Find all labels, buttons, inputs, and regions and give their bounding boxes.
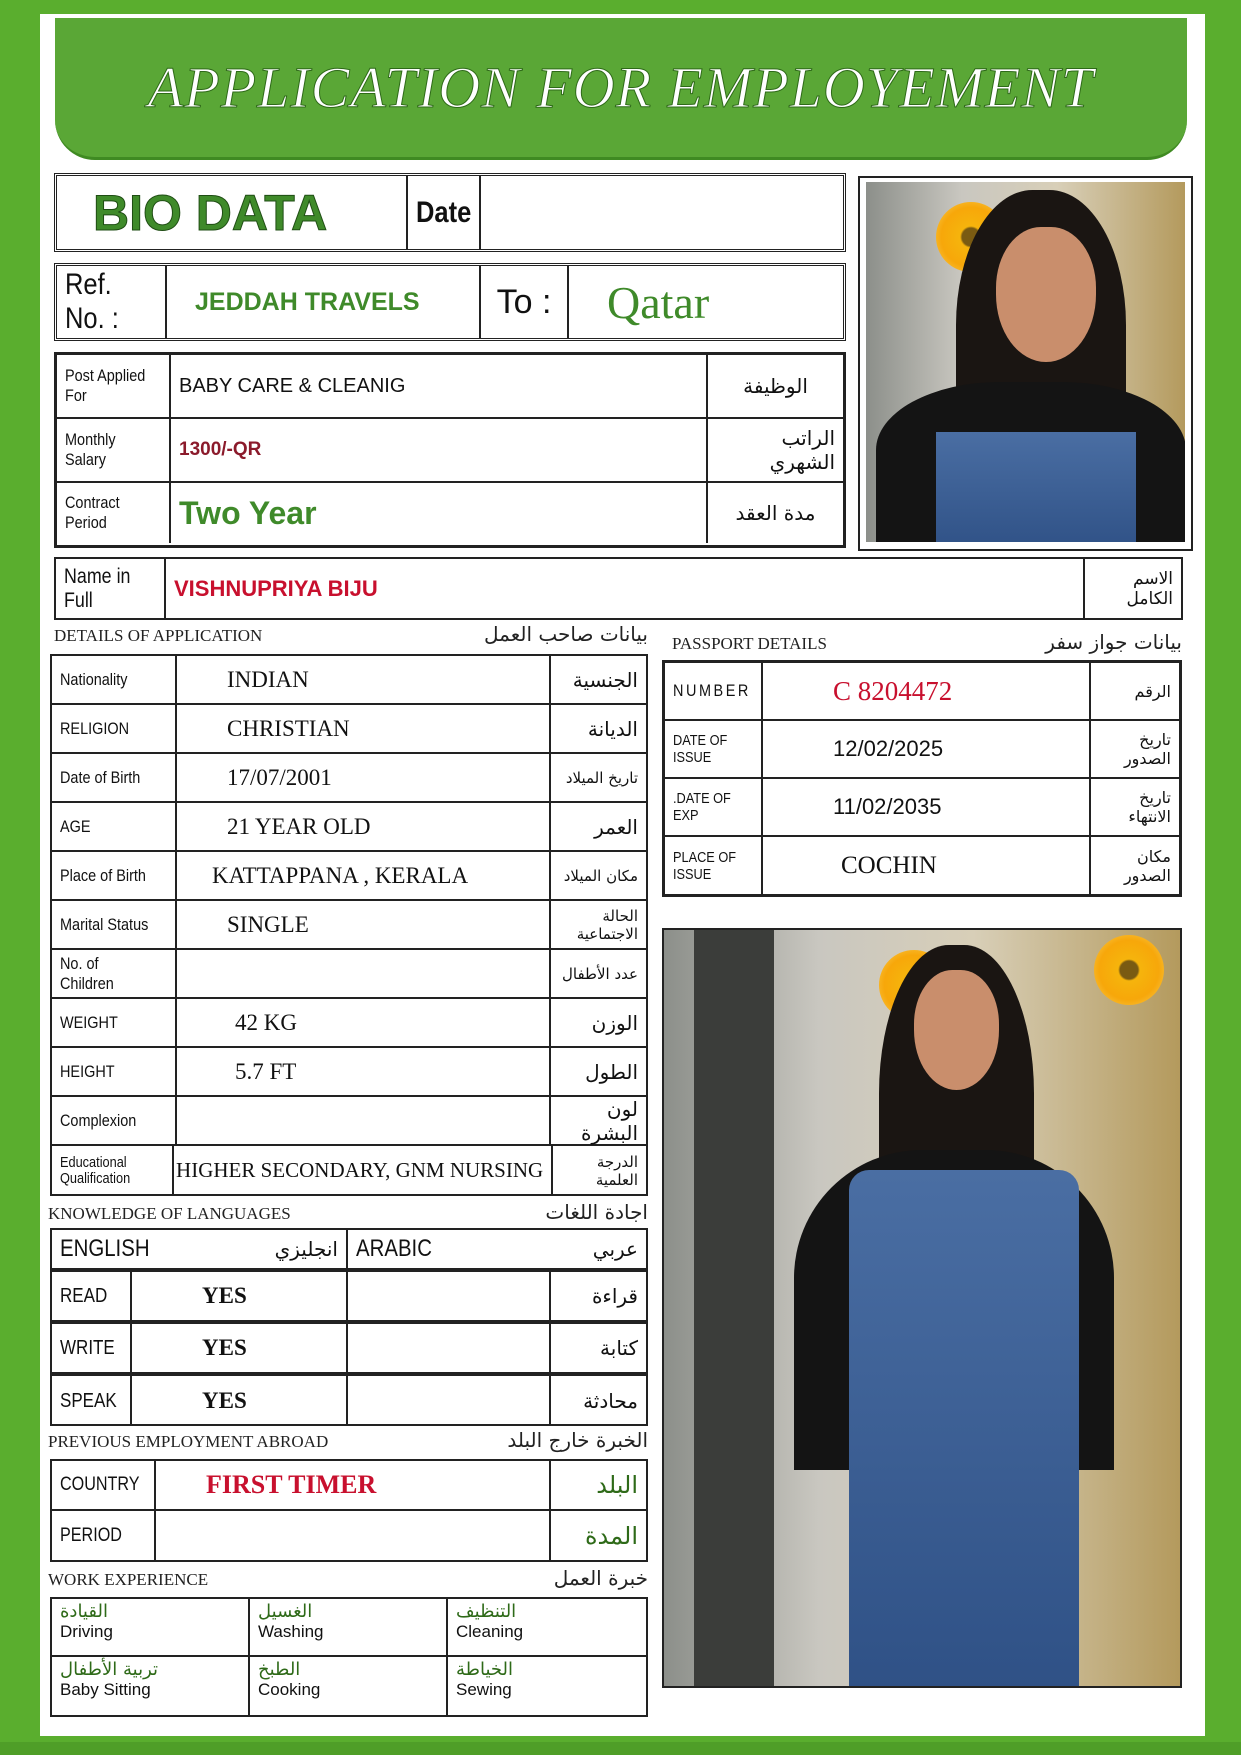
- details-value: SINGLE: [227, 911, 309, 937]
- previous-heading-ar: الخبرة خارج البلد: [507, 1428, 648, 1452]
- previous-heading-en: PREVIOUS EMPLOYMENT ABROAD: [48, 1432, 329, 1451]
- languages-heading-en: KNOWLEDGE OF LANGUAGES: [48, 1204, 291, 1223]
- title-banner: [55, 18, 1187, 160]
- details-label-ar: الجنسية: [572, 667, 638, 692]
- previous-row: [52, 1511, 646, 1561]
- passport-row: [665, 837, 1179, 895]
- bio-data-heading: BIO DATA: [93, 184, 328, 241]
- job-label: Monthly Salary: [65, 430, 116, 469]
- previous-label-ar: البلد: [596, 1471, 638, 1499]
- work-experience-item: [52, 1657, 250, 1715]
- details-row: [52, 852, 646, 901]
- details-label-ar: عدد الأطفال: [562, 964, 638, 983]
- language-skill-label: SPEAK: [60, 1389, 117, 1412]
- details-label-ar: الديانة: [587, 716, 638, 741]
- english-label-ar: انجليزي: [274, 1237, 338, 1261]
- passport-value: 12/02/2025: [833, 736, 944, 761]
- job-label: Post Applied For: [65, 366, 146, 405]
- details-row: [52, 1048, 646, 1097]
- previous-row: [52, 1461, 646, 1511]
- previous-value: FIRST TIMER: [206, 1470, 377, 1499]
- details-heading-ar: بيانات صاحب العمل: [484, 622, 648, 646]
- job-value: 1300/-QR: [179, 439, 262, 460]
- passport-row: [665, 721, 1179, 779]
- previous-heading: [48, 1428, 648, 1452]
- language-skill-label-ar: كتابة: [600, 1336, 638, 1360]
- page-title: APPLICATION FOR EMPLOYEMENT: [147, 55, 1095, 120]
- details-value: INDIAN: [227, 666, 309, 692]
- job-row: [57, 419, 843, 483]
- details-value: 21 YEAR OLD: [227, 813, 371, 839]
- details-label-ar: تاريخ الميلاد: [565, 768, 638, 787]
- work-label-ar: تربية الأطفال: [60, 1659, 159, 1680]
- details-label: Marital Status: [60, 914, 149, 934]
- details-label-ar: الحالة الاجتماعية: [576, 906, 638, 943]
- arabic-label: ARABIC: [356, 1235, 432, 1262]
- work-heading: [48, 1566, 648, 1590]
- details-label-ar: الدرجة العلمية: [595, 1152, 638, 1189]
- to-value: Qatar: [607, 276, 710, 328]
- details-row: [52, 803, 646, 852]
- details-label: RELIGION: [60, 718, 130, 738]
- language-skill-label-ar: محادثة: [583, 1389, 638, 1413]
- passport-row: [665, 663, 1179, 721]
- work-label-ar: القيادة: [60, 1601, 108, 1622]
- job-label-ar: الوظيفة: [743, 374, 808, 398]
- name-value: VISHNUPRIYA BIJU: [174, 575, 378, 601]
- ref-box: [54, 263, 846, 341]
- details-value: 5.7 FT: [235, 1058, 297, 1084]
- language-skill-label-ar: قراءة: [591, 1284, 638, 1308]
- work-heading-ar: خبرة العمل: [553, 1566, 648, 1590]
- language-skill-label: READ: [60, 1284, 108, 1307]
- work-experience-item: [250, 1599, 448, 1657]
- details-label: Nationality: [60, 669, 128, 689]
- details-heading: [54, 622, 648, 646]
- name-label: Name in Full: [64, 564, 131, 612]
- bottom-border: [0, 1742, 1241, 1755]
- details-row: [52, 754, 646, 803]
- job-value: Two Year: [179, 494, 317, 531]
- work-label: Cleaning: [456, 1622, 524, 1641]
- details-label-ar: لون البشرة: [580, 1096, 638, 1145]
- details-row: [52, 656, 646, 705]
- name-label-ar: الاسم الكامل: [1126, 568, 1173, 609]
- ref-value: JEDDAH TRAVELS: [195, 287, 420, 316]
- language-row: [52, 1374, 646, 1426]
- job-label-ar: الراتب الشهري: [769, 426, 835, 474]
- passport-label-ar: تاريخ الصدور: [1123, 730, 1171, 768]
- job-row: [57, 355, 843, 419]
- passport-value: COCHIN: [841, 852, 937, 879]
- passport-label: PLACE OF ISSUE: [673, 849, 737, 883]
- work-heading-en: WORK EXPERIENCE: [48, 1570, 209, 1589]
- details-heading-en: DETAILS OF APPLICATION: [54, 626, 263, 645]
- job-value: BABY CARE & CLEANIG: [179, 374, 406, 397]
- details-value: KATTAPPANA , KERALA: [212, 862, 469, 888]
- work-label: Cooking: [258, 1680, 321, 1699]
- work-label: Washing: [258, 1622, 324, 1641]
- english-skill-value: YES: [202, 1335, 247, 1360]
- english-skill-value: YES: [202, 1283, 247, 1308]
- details-label: Date of Birth: [60, 767, 141, 787]
- work-label: Baby Sitting: [60, 1680, 151, 1699]
- details-table: [50, 654, 648, 1196]
- passport-value: C 8204472: [833, 675, 953, 706]
- passport-label: .DATE OF EXP: [673, 790, 731, 824]
- details-row: [52, 1097, 646, 1146]
- details-row: [52, 1146, 646, 1195]
- work-experience-item: [448, 1599, 646, 1657]
- work-label: Driving: [60, 1622, 113, 1641]
- arabic-label-ar: عربي: [592, 1237, 638, 1261]
- work-experience-item: [250, 1657, 448, 1715]
- details-label: Complexion: [60, 1110, 137, 1130]
- previous-table: [50, 1459, 648, 1562]
- language-row: [52, 1270, 646, 1322]
- job-label: Contract Period: [65, 493, 120, 532]
- passport-value: 11/02/2035: [833, 794, 942, 819]
- date-label: Date: [416, 195, 472, 229]
- work-table: [50, 1597, 648, 1717]
- applicant-photo-portrait: [866, 182, 1185, 542]
- details-row: [52, 901, 646, 950]
- details-row: [52, 999, 646, 1048]
- previous-label: PERIOD: [60, 1525, 122, 1546]
- english-skill-value: YES: [202, 1388, 247, 1413]
- to-label: To :: [496, 282, 552, 321]
- details-label-ar: مكان الميلاد: [563, 866, 638, 885]
- details-value: HIGHER SECONDARY, GNM NURSING: [176, 1158, 544, 1182]
- work-label-ar: الطبخ: [258, 1659, 301, 1680]
- details-label-ar: الطول: [585, 1059, 638, 1084]
- work-label: Sewing: [456, 1680, 512, 1699]
- ref-label: Ref. No. :: [65, 268, 119, 335]
- language-skill-label: WRITE: [60, 1336, 115, 1359]
- details-value: 17/07/2001: [227, 764, 332, 790]
- details-row: [52, 705, 646, 754]
- details-label: HEIGHT: [60, 1061, 115, 1081]
- passport-label: DATE OF ISSUE: [673, 732, 728, 766]
- bio-data-box: [54, 173, 846, 252]
- passport-heading-en: PASSPORT DETAILS: [672, 634, 827, 653]
- passport-label-ar: تاريخ الانتهاء: [1128, 788, 1171, 826]
- details-label-ar: الوزن: [591, 1010, 638, 1035]
- job-row: [57, 483, 843, 543]
- details-label: No. of Children: [60, 953, 114, 993]
- details-label-ar: العمر: [594, 814, 638, 839]
- applicant-photo-full: [662, 928, 1182, 1688]
- passport-label: NUMBER: [673, 681, 751, 700]
- passport-heading: [672, 630, 1182, 654]
- job-table: [54, 352, 846, 548]
- details-value: 42 KG: [235, 1009, 297, 1035]
- languages-table: [50, 1228, 648, 1426]
- job-label-ar: مدة العقد: [735, 501, 816, 525]
- work-experience-item: [448, 1657, 646, 1715]
- english-label: ENGLISH: [60, 1235, 150, 1262]
- language-row: [52, 1322, 646, 1374]
- details-label: Place of Birth: [60, 865, 146, 885]
- passport-label-ar: مكان الصدور: [1123, 847, 1171, 885]
- previous-label-ar: المدة: [584, 1522, 638, 1550]
- details-label: AGE: [60, 816, 91, 836]
- languages-heading: [48, 1200, 648, 1224]
- work-label-ar: التنظيف: [456, 1601, 517, 1622]
- details-value: CHRISTIAN: [227, 715, 350, 741]
- passport-label-ar: الرقم: [1134, 681, 1171, 701]
- languages-heading-ar: اجادة اللغات: [545, 1200, 648, 1224]
- work-experience-item: [52, 1599, 250, 1657]
- passport-table: [662, 660, 1182, 897]
- work-label-ar: الغسيل: [258, 1601, 313, 1622]
- details-label: Educational Qualification: [60, 1153, 131, 1187]
- name-row: [54, 557, 1183, 620]
- passport-heading-ar: بيانات جواز سفر: [1045, 630, 1182, 654]
- details-label: WEIGHT: [60, 1012, 118, 1032]
- passport-row: [665, 779, 1179, 837]
- previous-label: COUNTRY: [60, 1474, 140, 1495]
- details-row: [52, 950, 646, 999]
- work-label-ar: الخياطة: [456, 1659, 513, 1680]
- door-frame: [694, 930, 774, 1688]
